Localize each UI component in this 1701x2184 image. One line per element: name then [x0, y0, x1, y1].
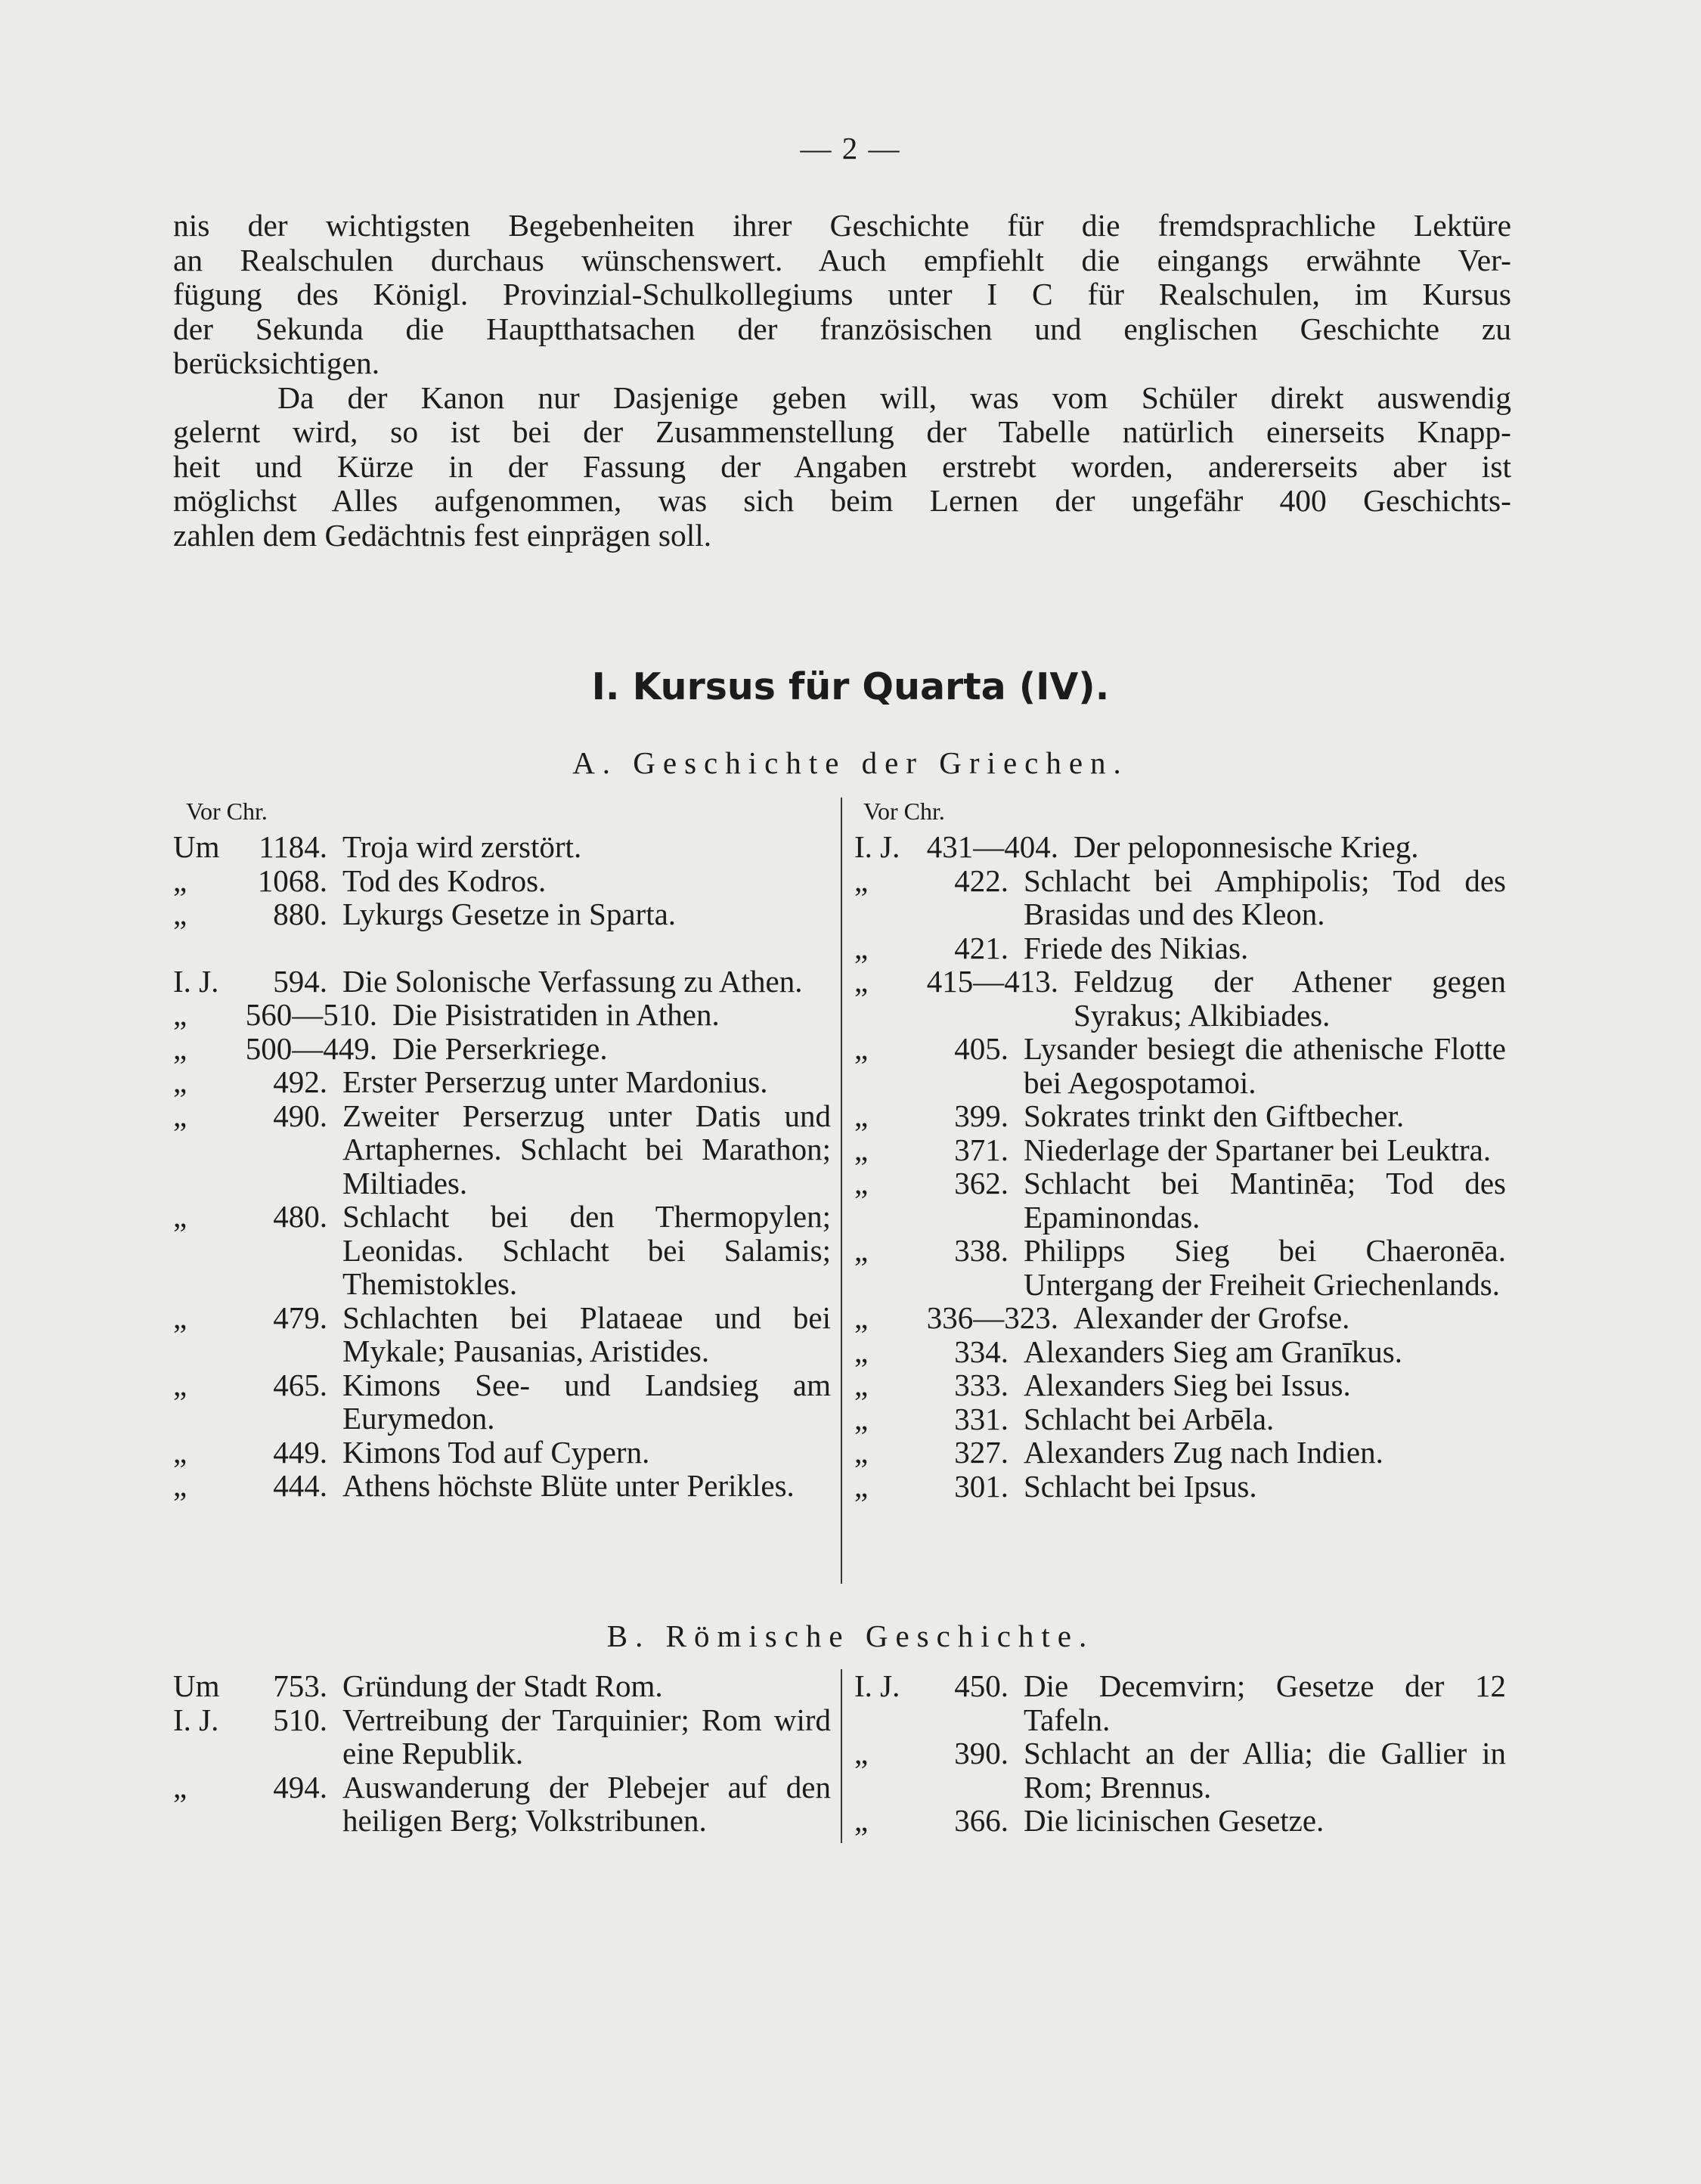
entry-prefix: „ [854, 1736, 869, 1770]
entry-prefix: I. J. [854, 1668, 900, 1703]
entry-year: 494. [273, 1769, 327, 1805]
entry-text: Schlacht bei Ipsus. [1024, 1468, 1257, 1504]
divider-a [841, 798, 842, 1584]
entry-prefix: „ [854, 1300, 869, 1335]
entry-year: 1184. [259, 829, 327, 864]
section-b-right-column [854, 1669, 1506, 1838]
entry-year: 333. [954, 1368, 1009, 1402]
entry-year: 449. [273, 1434, 327, 1470]
entry-prefix: „ [854, 1435, 869, 1470]
entry-text: Lysander besiegt die athenische Flotte bei Aegospotamoi. [1024, 1031, 1506, 1100]
intro-line: möglichst Alles aufgenommen, was sich beim Lernen der ungefähr 400 Geschichts- [173, 483, 1511, 518]
entry-text: Schlacht bei Mantinēa; Tod des Epaminondas. [1024, 1166, 1506, 1235]
chronology-entry [854, 965, 1506, 1032]
entry-text: Kimons See- und Landsieg am Eurymedon. [342, 1367, 831, 1436]
entry-year: 415—413. [926, 964, 1058, 999]
entry-year: 336—323. [926, 1300, 1058, 1335]
chronology-entry [854, 864, 1506, 931]
entry-year: 301. [954, 1468, 1009, 1504]
entry-year: 422. [954, 863, 1009, 898]
entry-text: Friede des Nikias. [1024, 930, 1249, 965]
section-b-left-column [173, 1669, 831, 1838]
entry-year: 479. [273, 1300, 327, 1335]
entry-text: Feldzug der Athener gegen Syrakus; Alkibiades. [1074, 964, 1506, 1033]
chronology-entry [173, 998, 831, 1032]
entry-text: Die licinischen Gesetze. [1024, 1803, 1325, 1838]
entry-prefix: I. J. [173, 963, 219, 999]
chronology-entry [854, 1368, 1506, 1402]
entry-prefix: Um [173, 829, 220, 864]
entry-year: 753. [273, 1668, 327, 1703]
entry-text: Vertreibung der Tarquinier; Rom wird eine Republik. [342, 1702, 831, 1770]
entry-prefix: „ [854, 1401, 869, 1436]
entry-text: Die Perserkriege. [392, 1030, 608, 1066]
entry-prefix: „ [173, 1300, 187, 1335]
entry-prefix: Um [173, 1668, 220, 1703]
intro-line: an Realschulen durchaus wünschenswert. Auch empfiehlt die eingangs erwähnte Ver- [173, 242, 1511, 277]
intro-line: zahlen dem Gedächtnis fest einprägen soll. [173, 517, 712, 553]
entry-prefix: I. J. [173, 1702, 219, 1737]
entry-text: Alexanders Sieg am Granīkus. [1024, 1334, 1402, 1369]
entry-text: Schlacht bei Amphipolis; Tod des Brasidas und des Kleon. [1024, 863, 1506, 931]
entry-text: Alexanders Sieg bei Issus. [1024, 1368, 1351, 1402]
entry-year: 338. [954, 1233, 1009, 1268]
chronology-entry [173, 1436, 831, 1470]
chronology-entry [173, 1065, 831, 1099]
section-a-right-column [854, 830, 1506, 1503]
entry-year: 371. [954, 1132, 1009, 1167]
entry-year: 500—449. [245, 1030, 377, 1066]
chronology-entry [854, 1436, 1506, 1470]
chronology-entry [173, 1099, 831, 1200]
entry-prefix: „ [854, 1233, 869, 1268]
chronology-entry [173, 1368, 831, 1436]
entry-year: 560—510. [245, 997, 377, 1032]
chronology-entry [854, 1032, 1506, 1099]
entry-year: 327. [954, 1435, 1009, 1470]
entry-year: 431—404. [926, 829, 1058, 864]
entry-text: Niederlage der Spartaner bei Leuktra. [1024, 1132, 1492, 1167]
entry-text: Sokrates trinkt den Giftbecher. [1024, 1098, 1405, 1133]
chronology-entry [173, 830, 831, 864]
intro-line: gelernt wird, so ist bei der Zusammenstellung der Tabelle natürlich einerseits Knapp- [173, 414, 1511, 449]
course-heading: I. Kursus für Quarta (IV). [591, 665, 1110, 708]
entry-prefix: „ [173, 1030, 187, 1066]
page-number: — 2 — [800, 131, 901, 166]
chronology-entry [854, 931, 1506, 965]
entry-year: 421. [954, 930, 1009, 965]
entry-year: 1068. [257, 863, 327, 898]
entry-prefix: „ [854, 1334, 869, 1369]
entry-text: Die Solonische Verfassung zu Athen. [342, 963, 803, 999]
chronology-entry [173, 1032, 831, 1066]
entry-prefix: „ [854, 1468, 869, 1504]
chronology-entry [173, 1200, 831, 1301]
entry-text: Schlacht bei Arbēla. [1024, 1401, 1275, 1436]
entry-prefix: „ [854, 1132, 869, 1167]
entry-year: 465. [273, 1367, 327, 1402]
chronology-entry [173, 897, 831, 931]
chronology-entry [854, 830, 1506, 864]
entry-text: Die Decemvirn; Gesetze der 12 Tafeln. [1024, 1668, 1506, 1737]
entry-year: 492. [273, 1064, 327, 1099]
entry-prefix: „ [173, 1098, 187, 1133]
entry-year: 510. [273, 1702, 327, 1737]
entry-prefix: I. J. [854, 829, 900, 864]
column-label-right: Vor Chr. [863, 798, 945, 825]
entry-text: Athens höchste Blüte unter Perikles. [342, 1468, 795, 1503]
section-a-title: A. Geschichte der Griechen. [572, 745, 1129, 780]
entry-prefix: „ [173, 1434, 187, 1470]
chronology-entry [173, 1770, 831, 1838]
entry-year: 450. [954, 1668, 1009, 1703]
chronology-entry [854, 1166, 1506, 1234]
entry-year: 490. [273, 1098, 327, 1133]
entry-text: Schlacht bei den Thermopylen; Leonidas. Schlacht bei Salamis; Themistokles. [342, 1199, 831, 1301]
entry-prefix: „ [173, 1468, 187, 1503]
chronology-entry [854, 1736, 1506, 1804]
intro-line: der Sekunda die Hauptthatsachen der französischen und englischen Geschichte zu [173, 311, 1511, 346]
entry-year: 399. [954, 1098, 1009, 1133]
column-label-left: Vor Chr. [186, 798, 268, 825]
entry-year: 880. [273, 897, 327, 931]
intro-line: Da der Kanon nur Dasjenige geben will, was vom Schüler direkt auswendig [277, 379, 1511, 415]
entry-text: Gründung der Stadt Rom. [342, 1668, 663, 1703]
section-a-left-column [173, 830, 831, 1503]
entry-text: Zweiter Perserzug unter Datis und Artaphernes. Schlacht bei Marathon; Miltiades. [342, 1098, 831, 1200]
entry-prefix: „ [854, 1368, 869, 1402]
entry-text: Alexander der Grofse. [1074, 1300, 1350, 1335]
entry-text: Lykurgs Gesetze in Sparta. [342, 897, 677, 931]
chronology-entry [854, 1470, 1506, 1504]
chronology-entry [854, 1402, 1506, 1436]
entry-year: 362. [954, 1166, 1009, 1200]
chronology-entry [173, 1703, 831, 1770]
entry-prefix: „ [173, 1769, 187, 1805]
chronology-entry [854, 1301, 1506, 1335]
entry-prefix: „ [854, 863, 869, 898]
intro-line: nis der wichtigsten Begebenheiten ihrer Geschichte für die fremdsprachliche Lektüre [173, 208, 1511, 243]
entry-text: Der peloponnesische Krieg. [1074, 829, 1419, 864]
intro-line: heit und Kürze in der Fassung der Angaben erstrebt worden, andererseits aber ist [173, 448, 1511, 484]
entry-text: Auswanderung der Plebejer auf den heiligen Berg; Volkstribunen. [342, 1769, 831, 1838]
chronology-entry [854, 1804, 1506, 1838]
intro-line: berücksichtigen. [173, 345, 380, 380]
entry-prefix: „ [854, 1031, 869, 1066]
divider-b [841, 1669, 842, 1843]
entry-prefix: „ [854, 1166, 869, 1200]
entry-prefix: „ [173, 1367, 187, 1402]
entry-prefix: „ [173, 863, 187, 898]
entry-year: 390. [954, 1736, 1009, 1770]
entry-year: 444. [273, 1468, 327, 1503]
intro-line: fügung des Königl. Provinzial-Schulkollegiums unter I C für Realschulen, im Kursus [173, 277, 1511, 311]
entry-text: Kimons Tod auf Cypern. [342, 1434, 650, 1470]
entry-year: 405. [954, 1031, 1009, 1066]
entry-prefix: „ [854, 1098, 869, 1133]
entry-year: 334. [954, 1334, 1009, 1369]
chronology-entry [854, 1335, 1506, 1369]
entry-year: 366. [954, 1803, 1009, 1838]
entry-prefix: „ [173, 997, 187, 1032]
section-b-title: B. Römische Geschichte. [606, 1619, 1095, 1653]
chronology-entry [854, 1133, 1506, 1167]
entry-text: Tod des Kodros. [342, 863, 547, 898]
entry-text: Philipps Sieg bei Chaeronēa. Untergang der Freiheit Griechenlands. [1024, 1233, 1506, 1302]
chronology-entry [854, 1099, 1506, 1133]
entry-prefix: „ [854, 930, 869, 965]
chronology-entry [854, 1669, 1506, 1736]
entry-prefix: „ [173, 1199, 187, 1234]
entry-year: 594. [273, 963, 327, 999]
entry-prefix: „ [173, 897, 187, 931]
entry-prefix: „ [854, 964, 869, 999]
entry-text: Die Pisistratiden in Athen. [392, 997, 720, 1032]
entry-year: 480. [273, 1199, 327, 1234]
chronology-entry [854, 1234, 1506, 1301]
intro-paragraphs [173, 209, 1511, 553]
chronology-entry [173, 1669, 831, 1703]
entry-year: 331. [954, 1401, 1009, 1436]
chronology-entry [173, 1469, 831, 1503]
entry-text: Troja wird zerstört. [342, 829, 582, 864]
chronology-entry [173, 1301, 831, 1368]
entry-text: Alexanders Zug nach Indien. [1024, 1435, 1383, 1470]
chronology-entry [173, 864, 831, 898]
entry-text: Schlacht an der Allia; die Gallier in Rom; Brennus. [1024, 1736, 1506, 1805]
entry-text: Schlachten bei Plataeae und bei Mykale; Pausanias, Aristides. [342, 1300, 831, 1368]
entry-text: Erster Perserzug unter Mardonius. [342, 1064, 768, 1099]
entry-prefix: „ [173, 1064, 187, 1099]
entry-prefix: „ [854, 1803, 869, 1838]
chronology-entry [173, 965, 831, 999]
